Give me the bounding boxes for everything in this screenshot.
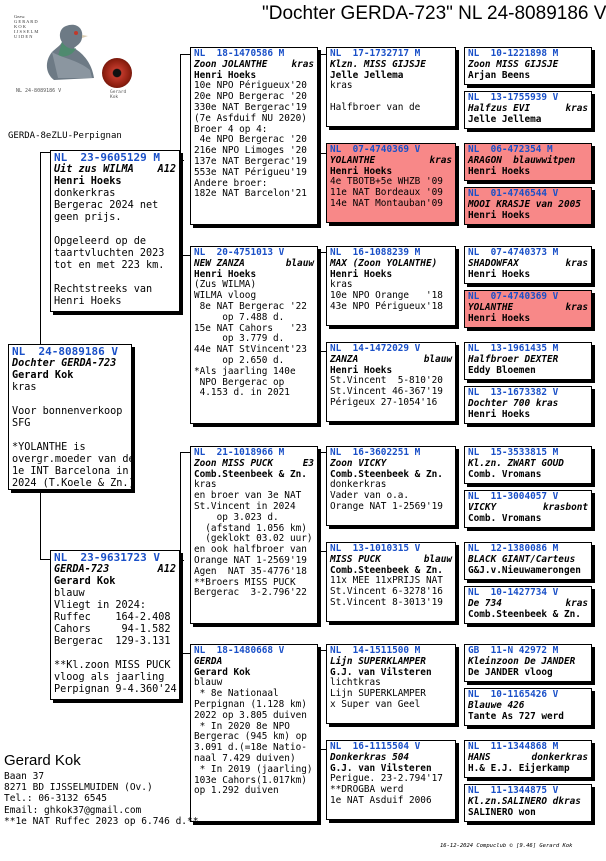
pedigree-gen5-box: NL 13-1673382 V Dochter 700 kras Henri Hoeks <box>464 386 592 424</box>
pedigree-gen5-box: GB 11-N 42972 M Kleinzoon De JANDER De JANDER vloog <box>464 644 592 682</box>
breeder-info <box>4 752 198 827</box>
pedigree-gen4-box: NL 16-1115504 V Donkerkras 504 G.J. van Vilsteren Perigue. 23-2.794'17 **DROGBA werd 1e NAT Asduif 2006 <box>326 740 456 820</box>
breeder-achievement: **1e NAT Ruffec 2023 op 6.746 d.** <box>4 815 199 827</box>
pedigree-gen5-box: NL 10-1427734 V De 734 kras Comb.Steenbeek & Zn. <box>464 586 592 624</box>
breeder-email: Email: ghkok37@gmail.com <box>4 804 142 816</box>
pedigree-gen5-box: NL 11-1344875 V Kl.zn.SALINERO dkras SALINERO won <box>464 784 592 822</box>
connector <box>318 252 326 352</box>
pedigree-gen5-box: NL 11-3004057 V VICKY krasbont Comb. Vromans <box>464 490 592 528</box>
pigeon-icon <box>32 18 102 88</box>
breeder-address: Baan 37 <box>4 771 45 782</box>
pedigree-gen5-box: NL 06-472354 M ARAGON blauwwitpen Henri Hoeks <box>464 143 592 181</box>
pedigree-gen4-box: NL 17-1732717 M Klzn. MISS GIJSJE Jelle Jellema kras Halfbroer van de <box>326 47 456 127</box>
pedigree-gen4-box: NL 16-3602251 M Zoon VICKY Comb.Steenbeek & Zn. donkerkras Vader van o.a. Orange NAT 1-2569'19 <box>326 446 456 526</box>
subject-note: GERDA-8eZLU-Perpignan <box>8 131 122 141</box>
breeder-name: Gerard Kok <box>4 752 81 769</box>
breeder-logo: Gezw. G E R A R D K O K I J S S E L M U I D E N <box>14 14 39 39</box>
connector <box>40 152 50 344</box>
pedigree-subject: NL 24-8089186 V Dochter GERDA-723 Gerard Kok kras Voor bonnenverkoop SFG *YOLANTHE is overgr.moeder van de 1e INT Barcelona in 2024 (T.Koele & Zn.) <box>8 344 132 490</box>
footer-credit: 16-12-2024 Compuclub © [9.46] Gerard Kok <box>440 843 573 849</box>
pedigree-gen4-box: NL 14-1472029 V ZANZA blauw Henri Hoeks St.Vincent 5-810'20 St.Vincent 46-367'19 Périgeux 27-1054'16 <box>326 342 456 422</box>
pedigree-gen5-box: NL 01-4746544 V MOOI KRASJE van 2005 Henri Hoeks <box>464 187 592 225</box>
connector <box>318 452 326 552</box>
pedigree-sire: NL 23-9605129 M Uit zus WILMA A12 Henri Hoeks donkerkras Bergerac 2024 net geen prijs. Opgeleerd op de taartvluchten 2023 tot en met 223 km. Rechtstreeks van Henri Hoeks <box>50 150 180 312</box>
pedigree-gen4-box: NL 16-1088239 M MAX (Zoon YOLANTHE) Henri Hoeks kras 10e NPO Orange '18 43e NPO Périgueux'18 <box>326 246 456 326</box>
pedigree-gen3-box: NL 20-4751013 V NEW ZANZA blauw Henri Hoeks (Zus WILMA) WILMA vloog 8e NAT Bergerac '22 op 7.488 d. 15e NAT Cahors '23 op 3.779 d. 44e NAT StVincent'23 op 2.650 d. *Als jaarling 140e NPO Bergerac op 4.153 d. in 2021 <box>190 246 318 424</box>
pedigree-gen4-box: NL 07-4740369 V YOLANTHE kras Henri Hoeks 4e TBOTB+5e WHZB '09 11e NAT Bordeaux '09 14e NAT Montauban'09 <box>326 143 456 223</box>
pedigree-gen5-box: NL 11-1344868 M HANS donkerkras H.& E.J. Eijerkamp <box>464 740 592 778</box>
photo-caption-ring: NL 24-8089186 V <box>16 88 62 94</box>
pedigree-gen5-box: NL 15-3533815 M Kl.zn. ZWART GOUD Comb. Vromans <box>464 446 592 484</box>
pedigree-gen4-box: NL 14-1511500 M Lijn SUPERKLAMPER G.J. van Vilsteren lichtkras Lijn SUPERKLAMPER x Super van Geel <box>326 644 456 724</box>
pedigree-gen5-box: NL 07-4740373 M SHADOWFAX kras Henri Hoeks <box>464 246 592 284</box>
page-title: "Dochter GERDA-723" NL 24-8089186 V <box>262 3 606 24</box>
connector <box>180 160 184 161</box>
pedigree-gen5-box: NL 10-1221898 M Zoon MISS GIJSJE Arjan Beens <box>464 47 592 85</box>
connector <box>40 490 50 560</box>
pedigree-dam: NL 23-9631723 V GERDA-723 A12 Gerard Kok blauw Vliegt in 2024: Ruffec 164-2.408 Cahors 94-1.582 Bergerac 129-3.131 **Kl.zoon MISS PUCK vloog als jaarling Perpignan 9-4.360'24 <box>50 550 180 700</box>
connector <box>180 560 184 561</box>
pedigree-gen4-box: NL 13-1010315 V MISS PUCK blauw Comb.Steenbeek & Zn. 11x MEE 11xPRIJS NAT St.Vincent 6-3278'16 St.Vincent 8-3013'19 <box>326 542 456 622</box>
breeder-city: 8271 BD IJSSELMUIDEN (Ov.) <box>4 782 153 794</box>
pedigree-gen5-box: NL 10-1165426 V Blauwe 426 Tante As 727 werd <box>464 688 592 726</box>
pedigree-gen5-box: NL 13-1755939 V Halfzus EVI kras Jelle Jellema <box>464 91 592 129</box>
pedigree-gen3-box: NL 21-1018966 M Zoon MISS PUCK E3 Comb.Steenbeek & Zn. kras en broer van 3e NAT St.Vincent in 2024 op 3.023 d. (afstand 1.056 km) (geklokt 03.02 uur) en ook halfbroer van Orange NAT 1-2569'19 Agen NAT 35-4776'18 **Broers MISS PUCK Bergerac 3-2.796'22 <box>190 446 318 624</box>
pedigree-gen5-box: NL 07-4740369 V YOLANTHE kras Henri Hoeks <box>464 290 592 328</box>
breeder-phone: Tel.: 06-3132 6545 <box>4 793 107 805</box>
connector <box>318 54 326 154</box>
pedigree-gen5-box: NL 13-1961435 M Halfbroer DEXTER Eddy Bloemen <box>464 342 592 380</box>
pedigree-gen3-box: NL 18-1470586 M Zoon JOLANTHE kras Henri Hoeks 10e NPO Périgueux'20 20e NPO Bergerac '20 330e NAT Bergerac'19 (7e Asfduif NU 2020) Broer 4 op 4: 4e NPO Bergerac '20 216e NPO Limoges '20 137e NAT Bergerac'19 553e NAT Périgueu'19 Andere broer: 182e NAT Barcelon'21 <box>190 47 318 225</box>
pigeon-eye-icon <box>102 58 132 88</box>
pedigree-gen5-box: NL 12-1380086 M BLACK GIANT/Carteus G&J.v.Nieuwamerongen <box>464 542 592 580</box>
photo-caption-breeder: Gerard Kok <box>110 90 127 100</box>
pigeon-photo <box>12 12 134 100</box>
connector <box>318 650 326 750</box>
pedigree-gen3-box: NL 18-1480668 V GERDA Gerard Kok blauw * 8e Nationaal Perpignan (1.128 km) 2022 op 3.805 duiven * In 2020 8e NPO Bergerac (945 km) op 3.091 d.(=18e Natio- naal 7.429 duiven) * In 2019 (jaarling) 103e Cahors(1.017km) op 1.292 duiven <box>190 644 318 822</box>
